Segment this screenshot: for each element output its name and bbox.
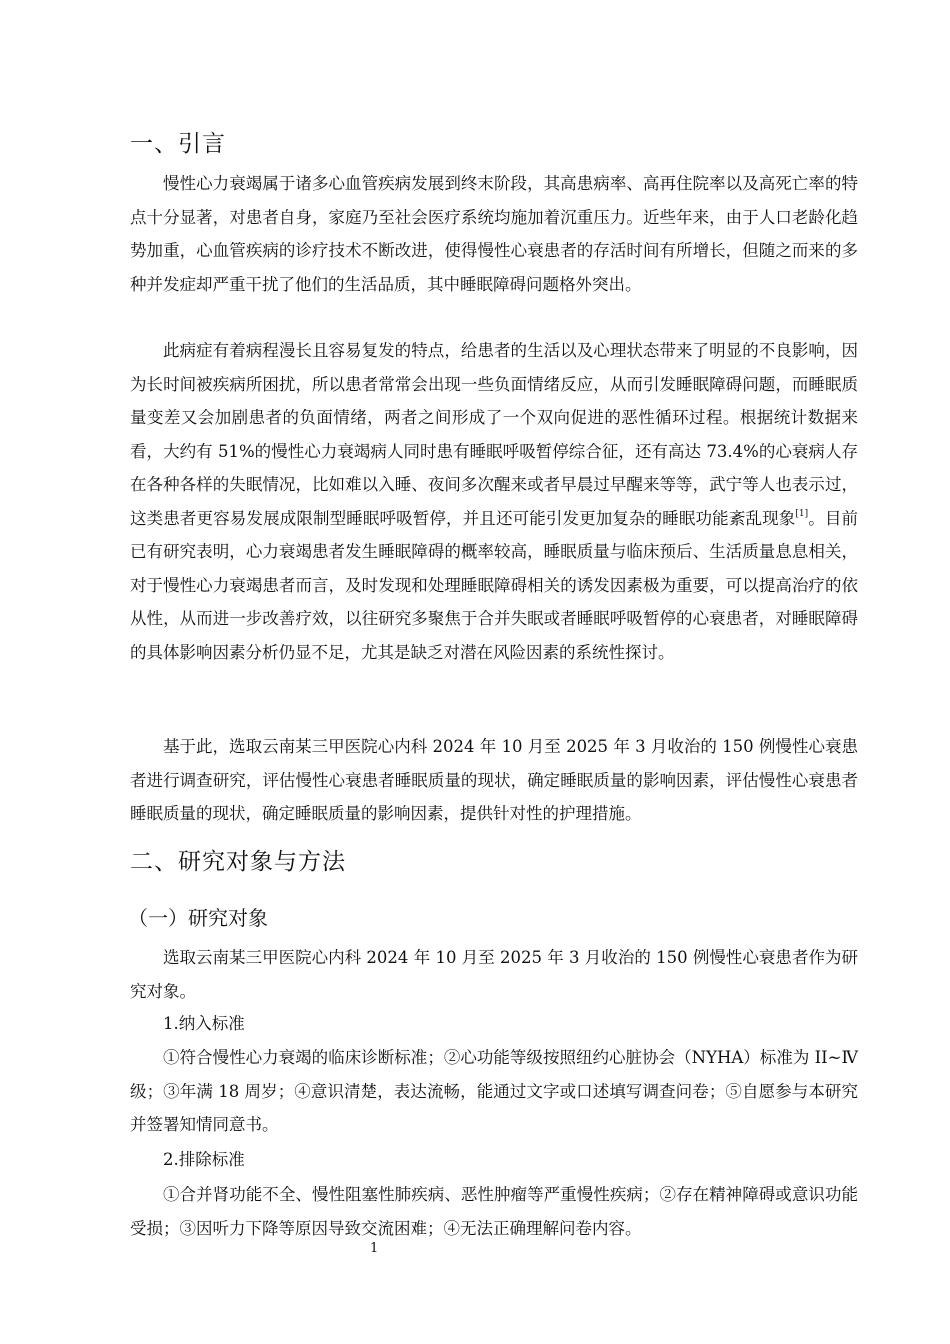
intro-paragraph-3: 基于此，选取云南某三甲医院心内科 2024 年 10 月至 2025 年 3 月收治的 150 例慢性心衰患者进行调查研究，评估慢性心衰患者睡眠质量的现状，确定睡眠质量的影响因素，评估慢性心衰患者睡眠质量的现状，确定睡眠质量的影响因素，提供针对性的护理措施。 xyxy=(130,737,858,823)
subjects-paragraph: 选取云南某三甲医院心内科 2024 年 10 月至 2025 年 3 月收治的 150 例慢性心衰患者作为研究对象。 xyxy=(130,948,858,1001)
section-heading-methods: 二、研究对象与方法 xyxy=(130,849,346,875)
page-number: 1 xyxy=(370,1241,379,1256)
intro-paragraph-1: 慢性心力衰竭属于诸多心血管疾病发展到终末阶段，其高患病率、高再住院率以及高死亡率的特点十分显著，对患者自身，家庭乃至社会医疗系统均施加着沉重压力。近些年来，由于人口老龄化趋势加重，心血管疾病的诊疗技术不断改进，使得慢性心衰患者的存活时间有所增长，但随之而来的多种并发症却严重干扰了他们的生活品质，其中睡眠障碍问题格外突出。 xyxy=(130,174,858,294)
exclusion-criteria-text: ①合并肾功能不全、慢性阻塞性肺疾病、恶性肿瘤等严重慢性疾病；②存在精神障碍或意识功能受损；③因听力下降等原因导致交流困难；④无法正确理解问卷内容。 xyxy=(130,1185,858,1238)
intro-paragraph-2-text-b: 。目前已有研究表明，心力衰竭患者发生睡眠障碍的概率较高，睡眠质量与临床预后、生活质量息息相关，对于慢性心力衰竭患者而言，及时发现和处理睡眠障碍相关的诱发因素极为重要，可以提高治疗的依从性，从而进一步改善疗效，以往研究多聚焦于合并失眠或者睡眠呼吸暂停的心衰患者，对睡眠障碍的具体影响因素分析仍显不足，尤其是缺乏对潜在风险因素的系统性探讨。 xyxy=(130,508,859,662)
intro-paragraph-2-text-a: 此病症有着病程漫长且容易复发的特点，给患者的生活以及心理状态带来了明显的不良影响，因为长时间被疾病所困扰，所以患者常常会出现一些负面情绪反应，从而引发睡眠障碍问题，而睡眠质量变差又会加剧患者的负面情绪，两者之间形成了一个双向促进的恶性循环过程。根据统计数据来看，大约有 51%的慢性心力衰竭病人同时患有睡眠呼吸暂停综合征，还有高达 73.4%的心衰病人存在各种各样的失眠情况，比如难以入睡、夜间多次醒来或者早晨过早醒来等等，武宁等人也表示过，这类患者更容易发展成限制型睡眠呼吸暂停，并且还可能引发更加复杂的睡眠功能紊乱现象 xyxy=(130,341,858,528)
citation-ref: [1] xyxy=(795,508,809,519)
inclusion-criteria-title: 1.纳入标准 xyxy=(163,1014,245,1033)
intro-paragraph-2 xyxy=(130,334,858,669)
exclusion-criteria-title: 2.排除标准 xyxy=(163,1150,245,1169)
subsection-heading-subjects: （一）研究对象 xyxy=(128,906,268,930)
inclusion-criteria-text: ①符合慢性心力衰竭的临床诊断标准；②心功能等级按照纽约心脏协会（NYHA）标准为 II~Ⅳ级；③年满 18 周岁；④意识清楚，表达流畅，能通过文字或口述填写调查问卷；⑤自愿参与本研究并签署知情同意书。 xyxy=(130,1048,858,1134)
section-heading-introduction: 一、引言 xyxy=(130,131,226,157)
